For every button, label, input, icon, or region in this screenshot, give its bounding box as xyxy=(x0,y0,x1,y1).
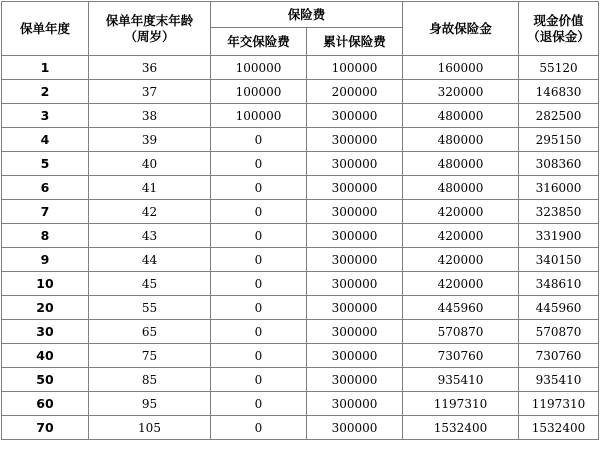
cell-age: 105 xyxy=(89,416,211,440)
table-row xyxy=(2,128,599,152)
cell-policy-year: 10 xyxy=(2,272,89,296)
cell-cash-value: 1532400 xyxy=(519,416,599,440)
header-age-line2: （周岁） xyxy=(124,28,175,44)
table-row xyxy=(2,80,599,104)
table-row xyxy=(2,344,599,368)
table-row xyxy=(2,272,599,296)
table-row xyxy=(2,296,599,320)
cell-death-benefit: 935410 xyxy=(403,368,519,392)
cell-annual-premium: 0 xyxy=(211,272,307,296)
header-age-line1: 保单年度末年龄 xyxy=(105,12,194,28)
cell-cash-value: 316000 xyxy=(519,176,599,200)
table-row xyxy=(2,104,599,128)
cell-cumulative-premium: 300000 xyxy=(307,296,403,320)
cell-annual-premium: 0 xyxy=(211,296,307,320)
cell-cumulative-premium: 300000 xyxy=(307,152,403,176)
cell-cumulative-premium: 300000 xyxy=(307,248,403,272)
cell-cash-value: 282500 xyxy=(519,104,599,128)
cell-cumulative-premium: 300000 xyxy=(307,392,403,416)
cell-annual-premium: 0 xyxy=(211,320,307,344)
cell-policy-year: 3 xyxy=(2,104,89,128)
cell-death-benefit: 445960 xyxy=(403,296,519,320)
cell-policy-year: 5 xyxy=(2,152,89,176)
header-age xyxy=(89,2,211,56)
cell-annual-premium: 0 xyxy=(211,248,307,272)
cell-death-benefit: 480000 xyxy=(403,176,519,200)
cell-cumulative-premium: 300000 xyxy=(307,272,403,296)
table-row xyxy=(2,368,599,392)
cell-age: 65 xyxy=(89,320,211,344)
cell-age: 95 xyxy=(89,392,211,416)
cell-age: 75 xyxy=(89,344,211,368)
cell-age: 36 xyxy=(89,56,211,80)
cell-death-benefit: 480000 xyxy=(403,152,519,176)
header-cash-value xyxy=(519,2,599,56)
cell-cumulative-premium: 300000 xyxy=(307,224,403,248)
cell-cash-value: 730760 xyxy=(519,344,599,368)
table-body xyxy=(2,56,599,440)
cell-death-benefit: 570870 xyxy=(403,320,519,344)
cell-age: 55 xyxy=(89,296,211,320)
table-row xyxy=(2,176,599,200)
cell-cumulative-premium: 100000 xyxy=(307,56,403,80)
table-row xyxy=(2,200,599,224)
cell-policy-year: 4 xyxy=(2,128,89,152)
cell-cash-value: 340150 xyxy=(519,248,599,272)
table-row xyxy=(2,224,599,248)
table-row xyxy=(2,248,599,272)
cell-death-benefit: 320000 xyxy=(403,80,519,104)
cell-death-benefit: 480000 xyxy=(403,128,519,152)
header-cumulative-premium: 累计保险费 xyxy=(307,28,403,56)
cell-death-benefit: 480000 xyxy=(403,104,519,128)
cell-annual-premium: 0 xyxy=(211,368,307,392)
cell-cash-value: 146830 xyxy=(519,80,599,104)
cell-annual-premium: 0 xyxy=(211,176,307,200)
cell-age: 45 xyxy=(89,272,211,296)
cell-policy-year: 8 xyxy=(2,224,89,248)
cell-death-benefit: 1532400 xyxy=(403,416,519,440)
cell-annual-premium: 0 xyxy=(211,416,307,440)
cell-cumulative-premium: 300000 xyxy=(307,128,403,152)
table-row xyxy=(2,416,599,440)
cell-age: 37 xyxy=(89,80,211,104)
cell-cash-value: 295150 xyxy=(519,128,599,152)
cell-policy-year: 30 xyxy=(2,320,89,344)
cell-cash-value: 55120 xyxy=(519,56,599,80)
cell-age: 41 xyxy=(89,176,211,200)
cell-age: 42 xyxy=(89,200,211,224)
cell-age: 40 xyxy=(89,152,211,176)
cell-cash-value: 331900 xyxy=(519,224,599,248)
cell-cumulative-premium: 200000 xyxy=(307,80,403,104)
cell-age: 39 xyxy=(89,128,211,152)
table-row xyxy=(2,56,599,80)
cell-policy-year: 20 xyxy=(2,296,89,320)
cell-death-benefit: 420000 xyxy=(403,272,519,296)
cell-policy-year: 6 xyxy=(2,176,89,200)
cell-cash-value: 570870 xyxy=(519,320,599,344)
cell-cumulative-premium: 300000 xyxy=(307,368,403,392)
cell-age: 38 xyxy=(89,104,211,128)
table-header xyxy=(2,2,599,56)
cell-cumulative-premium: 300000 xyxy=(307,320,403,344)
header-annual-premium: 年交保险费 xyxy=(211,28,307,56)
header-cash-value-line2: （退保金） xyxy=(527,28,590,44)
table-row xyxy=(2,392,599,416)
cell-policy-year: 60 xyxy=(2,392,89,416)
cell-cumulative-premium: 300000 xyxy=(307,176,403,200)
cell-age: 43 xyxy=(89,224,211,248)
cell-policy-year: 40 xyxy=(2,344,89,368)
cell-death-benefit: 420000 xyxy=(403,200,519,224)
cell-annual-premium: 0 xyxy=(211,344,307,368)
cell-death-benefit: 730760 xyxy=(403,344,519,368)
cell-death-benefit: 420000 xyxy=(403,224,519,248)
cell-cash-value: 323850 xyxy=(519,200,599,224)
cell-cash-value: 935410 xyxy=(519,368,599,392)
cell-policy-year: 1 xyxy=(2,56,89,80)
cell-annual-premium: 0 xyxy=(211,200,307,224)
cell-cash-value: 1197310 xyxy=(519,392,599,416)
header-policy-year: 保单年度 xyxy=(2,2,89,56)
cell-policy-year: 2 xyxy=(2,80,89,104)
cell-annual-premium: 0 xyxy=(211,392,307,416)
cell-age: 85 xyxy=(89,368,211,392)
cell-cash-value: 348610 xyxy=(519,272,599,296)
benefit-table xyxy=(1,1,599,440)
cell-annual-premium: 100000 xyxy=(211,104,307,128)
cell-policy-year: 9 xyxy=(2,248,89,272)
cell-cumulative-premium: 300000 xyxy=(307,104,403,128)
cell-policy-year: 7 xyxy=(2,200,89,224)
cell-annual-premium: 0 xyxy=(211,224,307,248)
cell-annual-premium: 100000 xyxy=(211,80,307,104)
cell-age: 44 xyxy=(89,248,211,272)
cell-cumulative-premium: 300000 xyxy=(307,416,403,440)
header-premium-group: 保险费 xyxy=(211,2,403,28)
cell-cumulative-premium: 300000 xyxy=(307,200,403,224)
cell-death-benefit: 160000 xyxy=(403,56,519,80)
cell-death-benefit: 1197310 xyxy=(403,392,519,416)
cell-annual-premium: 0 xyxy=(211,152,307,176)
cell-cash-value: 445960 xyxy=(519,296,599,320)
cell-death-benefit: 420000 xyxy=(403,248,519,272)
cell-cumulative-premium: 300000 xyxy=(307,344,403,368)
benefit-table-container xyxy=(1,1,598,440)
cell-annual-premium: 100000 xyxy=(211,56,307,80)
cell-policy-year: 70 xyxy=(2,416,89,440)
table-row xyxy=(2,320,599,344)
cell-annual-premium: 0 xyxy=(211,128,307,152)
table-row xyxy=(2,152,599,176)
cell-cash-value: 308360 xyxy=(519,152,599,176)
header-cash-value-line1: 现金价值 xyxy=(533,12,584,28)
header-death-benefit: 身故保险金 xyxy=(403,2,519,56)
cell-policy-year: 50 xyxy=(2,368,89,392)
